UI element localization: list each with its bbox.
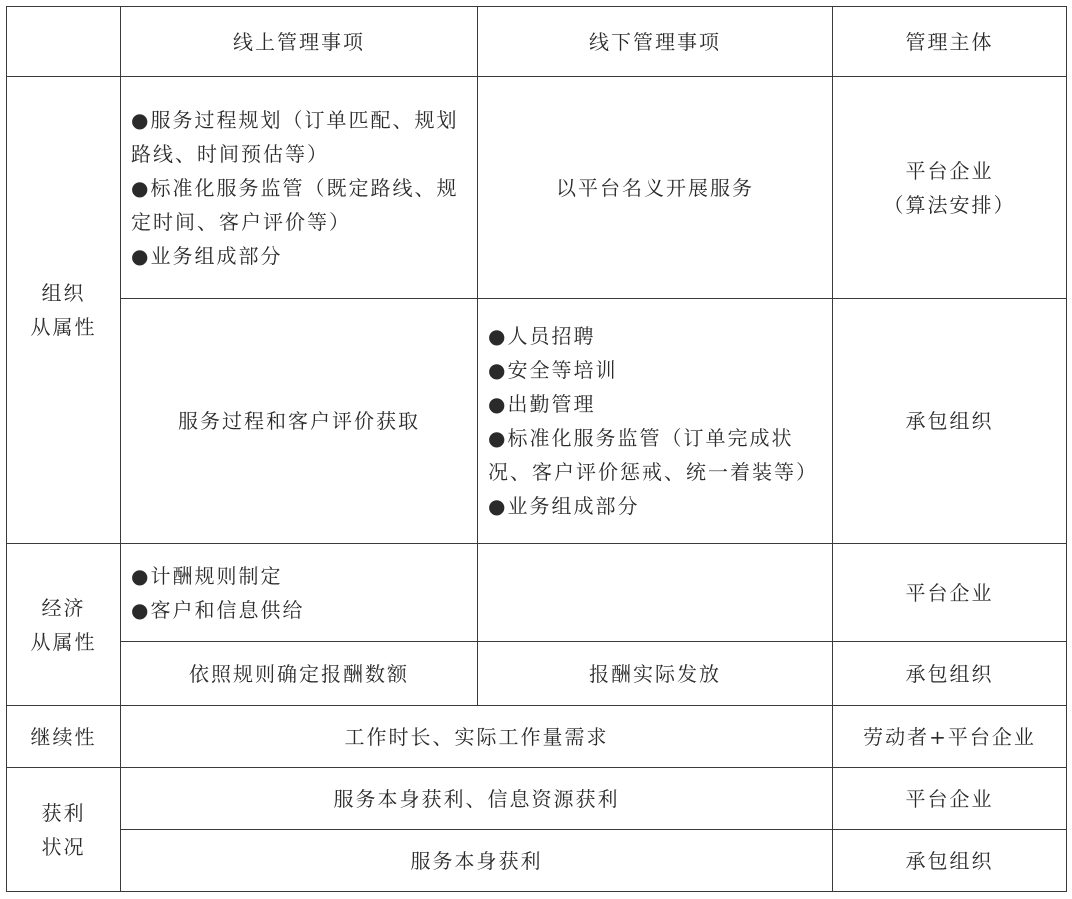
- profit-label: [7, 768, 121, 892]
- org-label: [7, 77, 121, 544]
- management-table: [6, 6, 1067, 892]
- header-offline: 线下管理事项: [478, 7, 833, 77]
- header-row: [7, 7, 1067, 77]
- profit-row1-subject: 平台企业: [833, 768, 1067, 830]
- profit-row-1: [7, 768, 1067, 830]
- econ-row2-offline: 报酬实际发放: [478, 642, 833, 706]
- profit-label-line2: 状况: [41, 834, 86, 859]
- org-row1-subject-line2: （算法安排）: [883, 192, 1016, 217]
- org-row-1: [7, 77, 1067, 299]
- org-row-2: [7, 299, 1067, 544]
- profit-row-2: [7, 830, 1067, 892]
- continuity-subject: 劳动者+平台企业: [833, 706, 1067, 768]
- org-row1-subject-line1: 平台企业: [905, 158, 994, 183]
- org-label-line1: 组织: [41, 281, 86, 305]
- profit-row2-subject: 承包组织: [833, 830, 1067, 892]
- econ-row-1: [7, 544, 1067, 642]
- profit-label-line1: 获利: [41, 800, 86, 825]
- list-item: ●业务组成部分: [131, 243, 283, 268]
- econ-row-2: [7, 642, 1067, 706]
- profit-row1-content: 服务本身获利、信息资源获利: [121, 768, 833, 830]
- list-item: ●业务组成部分: [488, 494, 640, 518]
- list-item: ●标准化服务监管（既定路线、规定时间、客户评价等）: [131, 175, 459, 234]
- continuity-label: 继续性: [7, 706, 121, 768]
- continuity-row: [7, 706, 1067, 768]
- econ-row2-subject: 承包组织: [833, 642, 1067, 706]
- econ-row1-online-list: [121, 544, 478, 642]
- econ-label: [7, 544, 121, 706]
- org-row2-online: 服务过程和客户评价获取: [121, 299, 478, 544]
- list-item: ●安全等培训: [488, 358, 618, 382]
- header-subject: 管理主体: [833, 7, 1067, 77]
- header-corner: [7, 7, 121, 77]
- econ-row1-offline: [478, 544, 833, 642]
- org-row2-subject: 承包组织: [833, 299, 1067, 544]
- list-item: ●标准化服务监管（订单完成状况、客户评价惩戒、统一着装等）: [488, 426, 818, 484]
- org-row2-offline-list: [478, 299, 833, 544]
- continuity-content: 工作时长、实际工作量需求: [121, 706, 833, 768]
- list-item: ●人员招聘: [488, 324, 596, 348]
- org-row1-offline: 以平台名义开展服务: [478, 77, 833, 299]
- list-item: ●客户和信息供给: [131, 597, 305, 622]
- econ-label-line2: 从属性: [30, 629, 97, 654]
- list-item: ●服务过程规划（订单匹配、规划路线、时间预估等）: [131, 107, 459, 166]
- list-item: ●计酬规则制定: [131, 563, 283, 588]
- profit-row2-content: 服务本身获利: [121, 830, 833, 892]
- header-online: 线上管理事项: [121, 7, 478, 77]
- org-row1-subject: [833, 77, 1067, 299]
- econ-row1-subject: 平台企业: [833, 544, 1067, 642]
- org-label-line2: 从属性: [30, 315, 97, 339]
- econ-row2-online: 依照规则确定报酬数额: [121, 642, 478, 706]
- econ-label-line1: 经济: [41, 595, 86, 620]
- list-item: ●出勤管理: [488, 392, 596, 416]
- org-row1-online-list: [121, 77, 478, 299]
